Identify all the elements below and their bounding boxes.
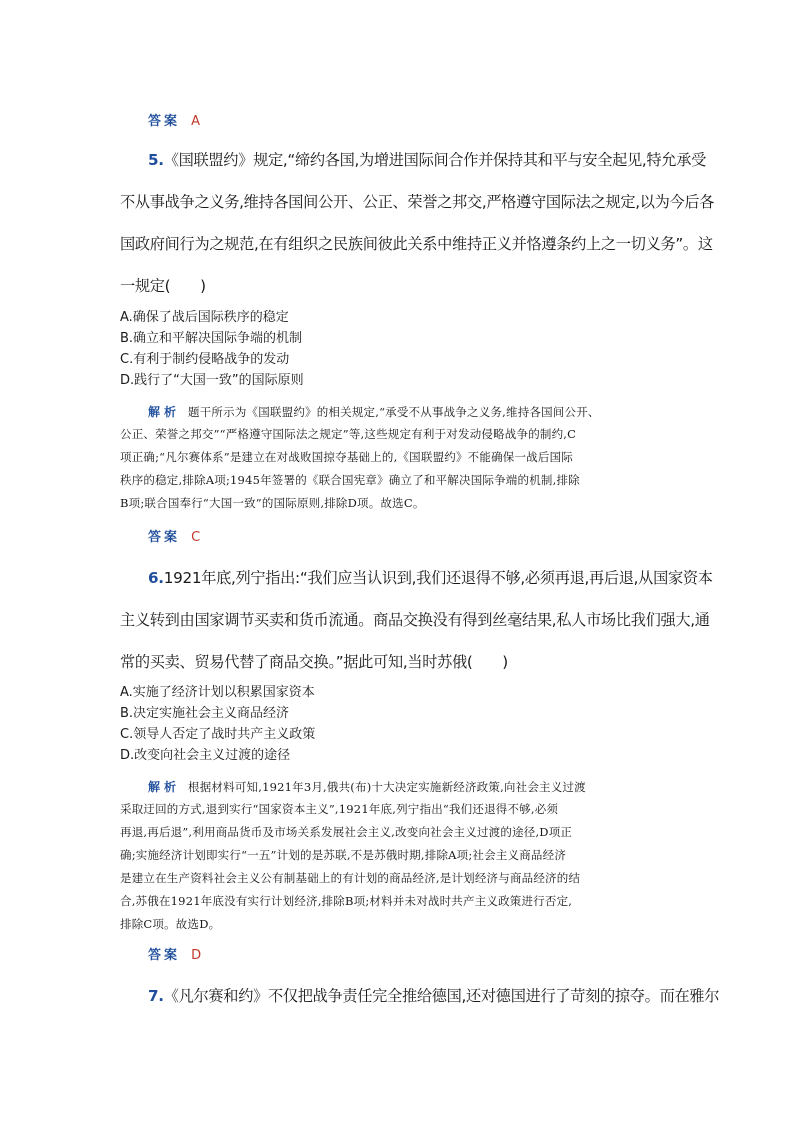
explanation-line: 解析 题干所示为《国联盟约》的相关规定,“承受不从事战争之义务,维持各国间公开、: [148, 405, 600, 419]
option-b: B.决定实施社会主义商品经济: [120, 706, 290, 721]
answer-label: 答案: [148, 530, 181, 545]
answer-6: [148, 944, 201, 963]
question-line: 6.1921年底,列宁指出:“我们应当认识到,我们还退得不够,必须再退,再后退,从国家资本: [148, 569, 713, 587]
option-a: A.确保了战后国际秩序的稳定: [120, 310, 289, 325]
question-line: 常的买卖、贸易代替了商品交换。”据此可知,当时苏俄( ): [120, 653, 508, 671]
question-line: 不从事战争之义务,维持各国间公开、公正、荣誉之邦交,严格遵守国际法之规定,以为今后各: [120, 193, 715, 211]
answer-4: [148, 110, 200, 129]
answer-label: 答案: [148, 948, 181, 963]
answer-5: [148, 526, 200, 545]
explanation-line: 再退,再后退”,利用商品货币及市场关系发展社会主义,改变向社会主义过渡的途径,D项正: [120, 825, 573, 839]
question-number: 6.: [148, 569, 164, 587]
option-d: D.践行了“大国一致”的国际原则: [120, 373, 304, 388]
answer-value: A: [191, 114, 201, 129]
explanation-line: 确;实施经济计划即实行“一五”计划的是苏联,不是苏俄时期,排除A项;社会主义商品经济: [120, 848, 567, 862]
question-line: 主义转到由国家调节买卖和货币流通。商品交换没有得到丝毫结果,私人市场比我们强大,通: [120, 611, 710, 629]
question-line: 7.《凡尔赛和约》不仅把战争责任完全推给德国,还对德国进行了苛刻的掠夺。而在雅尔: [148, 987, 720, 1005]
option-b: B.确立和平解决国际争端的机制: [120, 331, 303, 346]
explanation-label: 解析: [148, 780, 181, 794]
answer-value: C: [191, 530, 201, 545]
option-a: A.实施了经济计划以积累国家资本: [120, 685, 315, 700]
option-c: C.领导人否定了战时共产主义政策: [120, 727, 316, 742]
option-c: C.有利于制约侵略战争的发动: [120, 352, 290, 367]
explanation-line: 排除C项。故选D。: [120, 917, 221, 931]
explanation-line: 是建立在生产资料社会主义公有制基础上的有计划的商品经济,是计划经济与商品经济的结: [120, 871, 581, 885]
explanation-line: 采取迂回的方式,退到实行“国家资本主义”,1921年底,列宁指出“我们还退得不够,必须: [120, 802, 559, 816]
explanation-label: 解析: [148, 405, 181, 419]
explanation-line: 公正、荣誉之邦交”“严格遵守国际法之规定”等,这些规定有利于对发动侵略战争的制约,C: [120, 427, 577, 441]
explanation-line: 解析 根据材料可知,1921年3月,俄共(布)十大决定实施新经济政策,向社会主义过渡: [148, 780, 586, 794]
question-line: 5.《国联盟约》规定,“缔约各国,为增进国际间合作并保持其和平与安全起见,特允承受: [148, 151, 706, 169]
question-number: 5.: [148, 151, 164, 169]
explanation-line: 秩序的稳定,排除A项;1945年签署的《联合国宪章》确立了和平解决国际争端的机制,排除: [120, 473, 580, 487]
question-line: 一规定( ): [120, 277, 206, 295]
answer-label: 答案: [148, 114, 181, 129]
answer-value: D: [191, 948, 202, 963]
explanation-line: B项;联合国奉行“大国一致”的国际原则,排除D项。故选C。: [120, 496, 425, 510]
question-line: 国政府间行为之规范,在有组织之民族间彼此关系中维持正义并恪遵条约上之一切义务”。这: [120, 235, 713, 253]
explanation-line: 合,苏俄在1921年底没有实行计划经济,排除B项;材料并未对战时共产主义政策进行否定,: [120, 894, 573, 908]
question-number: 7.: [148, 987, 164, 1005]
explanation-line: 项正确;“凡尔赛体系”是建立在对战败国掠夺基础上的,《国联盟约》不能确保一战后国际: [120, 450, 573, 464]
option-d: D.改变向社会主义过渡的途径: [120, 748, 291, 763]
